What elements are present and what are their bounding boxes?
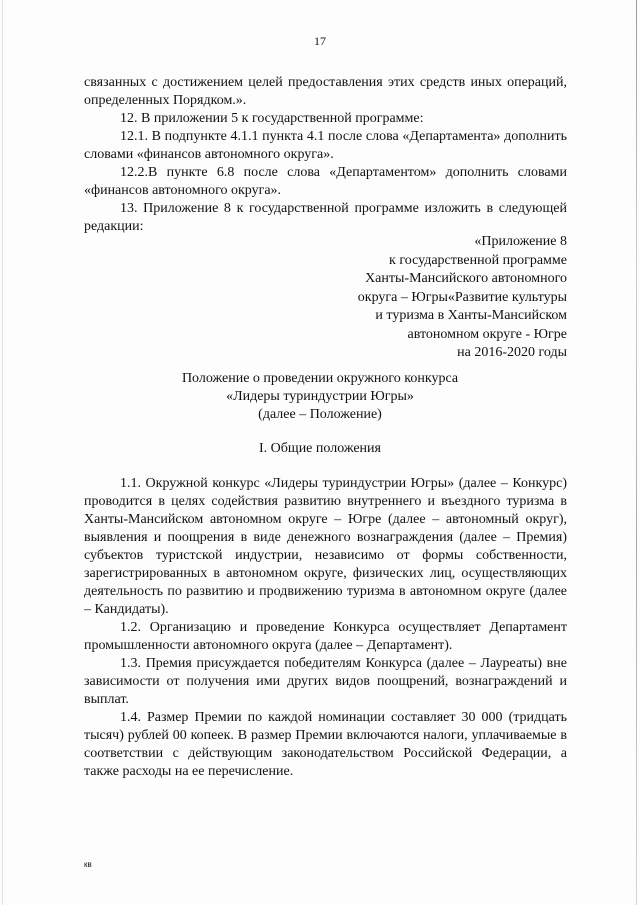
- appendix-line-1: «Приложение 8: [474, 234, 567, 249]
- intro-paragraph-2: 12. В приложении 5 к государственной программе:: [120, 111, 424, 126]
- appendix-line-6: автономном округе - Югре: [407, 326, 567, 342]
- body-paragraph-1-2: 1.2. Организацию и проведение Конкурса осуществляет Департамент промышленности автономного округа (далее – Департамент).: [84, 620, 567, 653]
- appendix-header: [358, 233, 567, 363]
- body-paragraph-1-3: 1.3. Премия присуждается победителям Конкурса (далее – Лауреаты) вне зависимости от получения ими других видов поощрений, вознаграждений и выплат.: [84, 656, 567, 707]
- intro-paragraph-4: 12.2.В пункте 6.8 после слова «Департаментом» дополнить словами «финансов автономного округа».: [84, 165, 567, 198]
- appendix-line-5: и туризма в Ханты-Мансийском: [375, 308, 567, 323]
- section-heading: I. Общие положения: [259, 441, 381, 456]
- document-title: [0, 370, 640, 424]
- title-line-2: «Лидеры туриндустрии Югры»: [226, 389, 414, 404]
- intro-block: [84, 74, 567, 236]
- appendix-line-2: к государственной программе: [389, 252, 567, 268]
- appendix-line-3: Ханты-Мансийского автономного: [365, 271, 567, 286]
- appendix-line-4: округа – Югры«Развитие культуры: [357, 289, 567, 305]
- title-line-3: (далее – Положение): [258, 407, 382, 422]
- intro-paragraph-1: связанных с достижением целей предоставления этих средств иных операций, определенных Порядком.».: [84, 75, 567, 108]
- intro-paragraph-5: 13. Приложение 8 к государственной программе изложить в следующей редакции:: [84, 201, 567, 234]
- body-paragraph-1-1: 1.1. Окружной конкурс «Лидеры туриндустрии Югры» (далее – Конкурс) проводится в целях содействия развитию внутреннего и въездного туризма в Ханты-Мансийском автономном округе – Югре (далее – автономный округ), выявления и поощрения в виде денежного вознаграждения (далее – Премия) субъектов туристской индустрии, независимо от формы собственности, зарегистрированных в автономном округе, физических лиц, осуществляющих деятельность по развитию и продвижению туризма в автономном округе (далее – Кандидаты).: [84, 476, 567, 617]
- body-block: [84, 475, 567, 781]
- title-line-1: Положение о проведении окружного конкурса: [181, 371, 459, 386]
- footer-initials: кв: [84, 860, 92, 869]
- intro-paragraph-3: 12.1. В подпункте 4.1.1 пункта 4.1 после слова «Департамента» дополнить словами «финансов автономного округа».: [84, 129, 567, 162]
- page-number: 17: [314, 34, 326, 48]
- appendix-line-7: на 2016-2020 годы: [457, 345, 567, 360]
- body-paragraph-1-4: 1.4. Размер Премии по каждой номинации составляет 30 000 (тридцать тысяч) рублей 00 копеек. В размер Премии включаются налоги, уплачиваемые в соответствии с действующим законодательством Российской Федерации, а также расходы на ее перечисление.: [84, 710, 567, 779]
